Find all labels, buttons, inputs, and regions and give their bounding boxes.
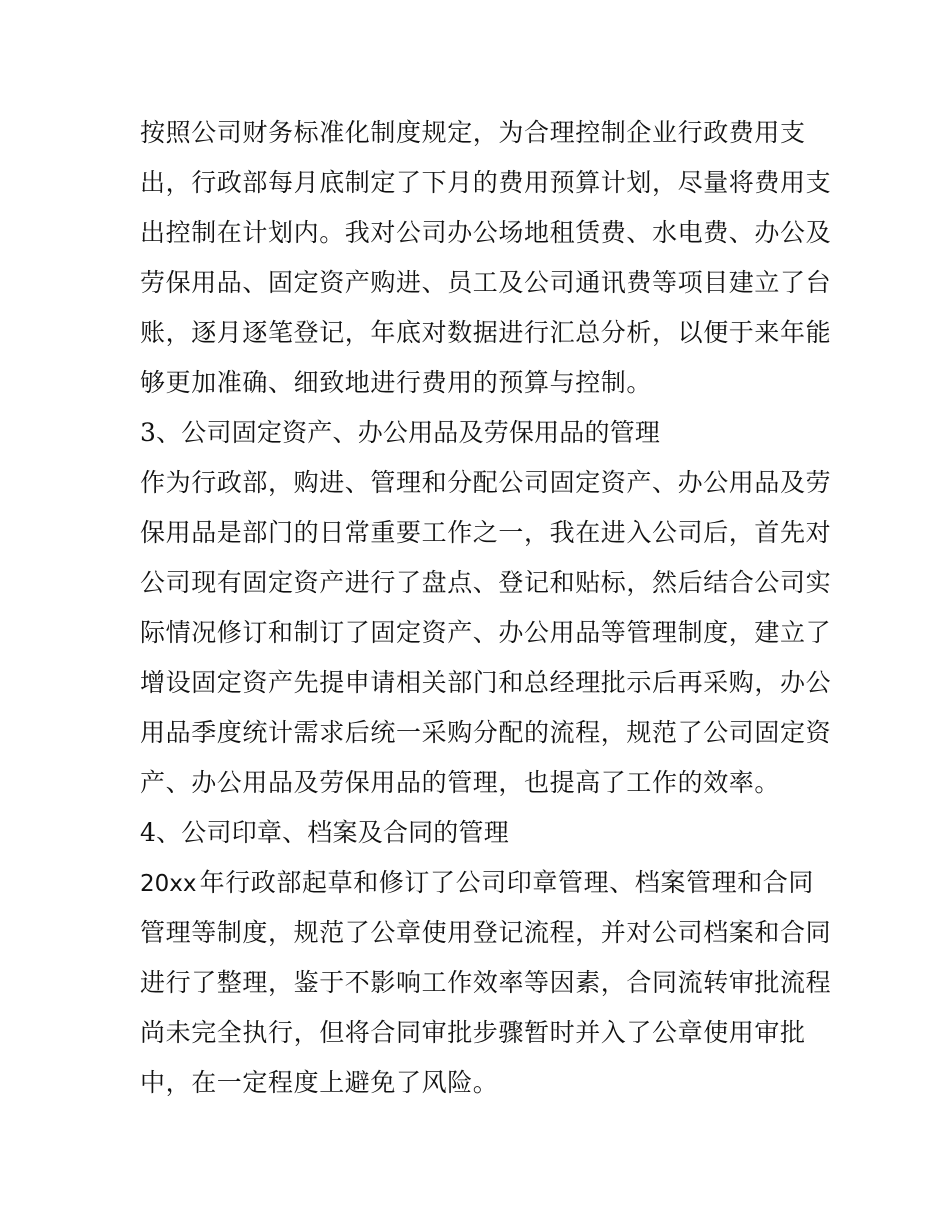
- year-prefix: 20xx: [140, 871, 197, 897]
- paragraph-line: 产、办公用品及劳保用品的管理，也提高了工作的效率。: [140, 768, 781, 797]
- paragraph-line: 够更加准确、细致地进行费用的预算与控制。: [140, 368, 653, 397]
- paragraph-line: 用品季度统计需求后统一采购分配的流程，规范了公司固定资: [140, 718, 832, 747]
- paragraph-budget-control: [140, 108, 830, 408]
- paragraph-line: 公司现有固定资产进行了盘点、登记和贴标，然后结合公司实: [140, 568, 832, 597]
- paragraph-line: 增设固定资产先提申请相关部门和总经理批示后再采购，办公: [140, 668, 832, 697]
- paragraph-line-text: 年行政部起草和修订了公司印章管理、档案管理和合同: [199, 868, 814, 897]
- section-heading-4: 4、公司印章、档案及合同的管理: [140, 818, 509, 847]
- paragraph-line: [140, 858, 830, 908]
- paragraph-line: 保用品是部门的日常重要工作之一，我在进入公司后，首先对: [140, 518, 832, 547]
- paragraph-line: 账，逐月逐笔登记，年底对数据进行汇总分析，以便于来年能: [140, 318, 832, 347]
- section-heading-3: 3、公司固定资产、办公用品及劳保用品的管理: [140, 418, 661, 447]
- paragraph-line: 进行了整理，鉴于不影响工作效率等因素，合同流转审批流程: [140, 968, 832, 997]
- paragraph-line: 劳保用品、固定资产购进、员工及公司通讯费等项目建立了台: [140, 268, 832, 297]
- paragraph-line: 尚未完全执行，但将合同审批步骤暂时并入了公章使用审批: [140, 1018, 806, 1047]
- paragraph-seals-archives: [140, 858, 830, 1108]
- paragraph-line: 作为行政部，购进、管理和分配公司固定资产、办公用品及劳: [140, 468, 832, 497]
- paragraph-line: 管理等制度，规范了公章使用登记流程，并对公司档案和合同: [140, 918, 832, 947]
- paragraph-line: 出，行政部每月底制定了下月的费用预算计划，尽量将费用支: [140, 168, 832, 197]
- paragraph-line: 际情况修订和制订了固定资产、办公用品等管理制度，建立了: [140, 618, 832, 647]
- paragraph-line: 出控制在计划内。我对公司办公场地租赁费、水电费、办公及: [140, 218, 832, 247]
- paragraph-fixed-assets: [140, 458, 830, 808]
- paragraph-line: 按照公司财务标准化制度规定，为合理控制企业行政费用支: [140, 118, 806, 147]
- document-body: [140, 108, 830, 1108]
- paragraph-line: 中，在一定程度上避免了风险。: [140, 1068, 499, 1097]
